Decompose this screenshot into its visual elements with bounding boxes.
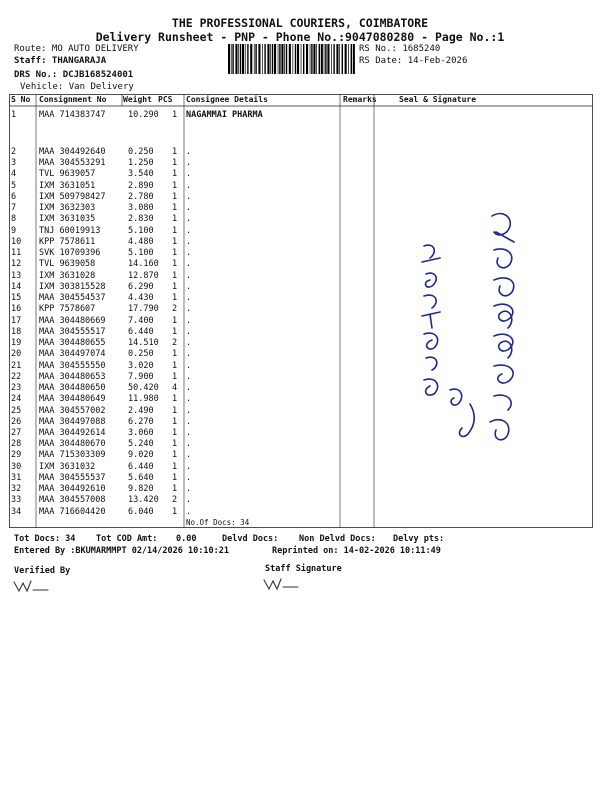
- row-weight: 6.270: [128, 416, 154, 427]
- row-weight: 5.100: [128, 248, 154, 259]
- table-row: [9, 192, 339, 202]
- row-consignee: .: [186, 405, 192, 416]
- table-row: [9, 147, 339, 157]
- rs-number: RS No.: 1685240: [359, 44, 441, 54]
- row-pcs: 1: [172, 248, 178, 259]
- row-pcs: 1: [172, 315, 178, 326]
- barcode-bar: [310, 44, 311, 74]
- row-pcs: 1: [172, 110, 178, 120]
- row-sno: 17: [11, 315, 22, 326]
- barcode-bar: [345, 44, 347, 74]
- barcode-bar: [284, 44, 285, 74]
- row-consignee: .: [186, 428, 192, 438]
- barcode-bar: [274, 44, 276, 74]
- row-sno: 3: [11, 158, 17, 169]
- row-consignment: MAA 304480655: [39, 338, 106, 349]
- table-row: [9, 383, 339, 393]
- barcode-bar: [303, 44, 304, 74]
- barcode-bar: [272, 44, 273, 74]
- row-pcs: 1: [172, 281, 178, 292]
- table-row: [9, 271, 339, 281]
- row-pcs: 2: [172, 495, 178, 506]
- row-pcs: 1: [172, 349, 178, 360]
- table-row: [9, 226, 339, 236]
- row-weight: 5.240: [128, 439, 154, 450]
- barcode-bar: [327, 44, 329, 74]
- table-row: [9, 338, 339, 348]
- table-row: [9, 439, 339, 449]
- col-sno: S No: [11, 95, 31, 104]
- row-consignee: .: [186, 416, 192, 427]
- row-pcs: 1: [172, 270, 178, 281]
- row-sno: 8: [11, 214, 17, 225]
- barcode-bar: [353, 44, 355, 74]
- row-consignee: .: [186, 158, 192, 169]
- barcode-bar: [295, 44, 296, 74]
- barcode-bar: [250, 44, 252, 74]
- barcode-bar: [231, 44, 232, 74]
- barcode-bar: [247, 44, 248, 74]
- table-row: [9, 316, 339, 326]
- row-consignment: IXM 303815528: [39, 281, 106, 292]
- col-seal-signature: Seal & Signature: [399, 95, 477, 104]
- row-consignment: IXM 3631028: [39, 270, 96, 281]
- row-sno: 25: [11, 405, 22, 416]
- barcode-bar: [255, 44, 256, 74]
- row-pcs: 1: [172, 158, 178, 169]
- row-weight: 5.640: [128, 472, 154, 483]
- handwritten-signature: [410, 208, 540, 458]
- barcode-bar: [262, 44, 263, 74]
- row-consignee: .: [186, 439, 192, 450]
- row-consignee: .: [186, 203, 192, 214]
- company-title: THE PROFESSIONAL COURIERS, COIMBATORE: [171, 16, 429, 30]
- verified-by-signature: [12, 578, 52, 594]
- row-consignee: .: [186, 360, 192, 371]
- staff-signature: [262, 576, 302, 592]
- row-consignee: .: [186, 506, 192, 517]
- table-row: [9, 484, 339, 494]
- row-pcs: 1: [172, 461, 178, 472]
- route-label: Route: MO AUTO DELIVERY: [14, 44, 139, 54]
- row-weight: 0.250: [128, 349, 154, 360]
- barcode-bar: [325, 44, 326, 74]
- row-sno: 4: [11, 169, 17, 180]
- row-consignment: MAA 714383747: [39, 110, 106, 120]
- row-sno: 32: [11, 484, 22, 495]
- row-consignment: KPP 7578607: [39, 304, 96, 315]
- total-cod-value: 0.00: [176, 534, 197, 544]
- row-consignee: .: [186, 371, 192, 382]
- total-docs: Tot Docs: 34: [14, 534, 76, 544]
- staff-label: Staff: THANGARAJA: [14, 56, 107, 66]
- row-weight: 17.790: [128, 304, 159, 315]
- row-consignee: .: [186, 304, 192, 315]
- row-sno: 16: [11, 304, 22, 315]
- row-weight: 2.830: [128, 214, 154, 225]
- barcode-bar: [279, 44, 280, 74]
- row-consignment: MAA 716604420: [39, 506, 106, 517]
- row-sno: 9: [11, 225, 17, 236]
- row-sno: 13: [11, 270, 22, 281]
- barcode-image: [228, 44, 356, 74]
- row-consignment: MAA 304492610: [39, 484, 106, 495]
- row-weight: 9.020: [128, 450, 154, 461]
- barcode-bar: [242, 44, 244, 74]
- row-sno: 7: [11, 203, 17, 214]
- row-consignee: NAGAMMAI PHARMA: [186, 110, 263, 120]
- row-pcs: 1: [172, 214, 178, 225]
- row-consignee: .: [186, 225, 192, 236]
- row-sno: 18: [11, 326, 22, 337]
- row-sno: 29: [11, 450, 22, 461]
- runsheet-subtitle: Delivery Runsheet - PNP - Phone No.:9047080280 - Page No.:1: [95, 30, 505, 44]
- row-weight: 12.870: [128, 270, 159, 281]
- table-row: [9, 428, 339, 438]
- barcode-bar: [321, 44, 323, 74]
- row-weight: 3.060: [128, 428, 154, 438]
- row-pcs: 1: [172, 405, 178, 416]
- reprinted-on: Reprinted on: 14-02-2026 10:11:49: [272, 546, 441, 556]
- row-sno: 30: [11, 461, 22, 472]
- row-weight: 2.890: [128, 180, 154, 191]
- row-weight: 9.820: [128, 484, 154, 495]
- row-consignment: TVL 9639057: [39, 169, 96, 180]
- verified-by-label: Verified By: [14, 566, 71, 576]
- col-pcs: PCS: [158, 95, 173, 104]
- row-weight: 4.480: [128, 236, 154, 247]
- row-sno: 6: [11, 191, 17, 202]
- row-consignment: TVL 9639058: [39, 259, 96, 270]
- row-pcs: 1: [172, 360, 178, 371]
- row-consignee: .: [186, 180, 192, 191]
- row-sno: 10: [11, 236, 22, 247]
- row-weight: 3.080: [128, 203, 154, 214]
- row-consignment: MAA 304554537: [39, 293, 106, 304]
- row-consignment: MAA 304480670: [39, 439, 106, 450]
- row-weight: 13.420: [128, 495, 159, 506]
- row-consignment: MAA 304492640: [39, 147, 106, 157]
- table-row: [9, 282, 339, 292]
- barcode-bar: [342, 44, 343, 74]
- barcode-bar: [293, 44, 294, 74]
- table-row: [9, 495, 339, 505]
- row-consignee: .: [186, 248, 192, 259]
- row-pcs: 1: [172, 484, 178, 495]
- row-weight: 6.040: [128, 506, 154, 517]
- row-consignment: MAA 304555517: [39, 326, 106, 337]
- row-pcs: 1: [172, 428, 178, 438]
- row-consignment: TNJ 60019913: [39, 225, 101, 236]
- row-pcs: 1: [172, 236, 178, 247]
- table-row: [9, 248, 339, 258]
- barcode-bar: [348, 44, 349, 74]
- row-weight: 10.290: [128, 110, 159, 120]
- barcode-bar: [264, 44, 265, 74]
- row-consignment: MAA 304557008: [39, 495, 106, 506]
- row-pcs: 2: [172, 304, 178, 315]
- barcode-bar: [286, 44, 287, 74]
- row-consignee: .: [186, 472, 192, 483]
- row-sno: 23: [11, 383, 22, 394]
- barcode-bar: [324, 44, 325, 74]
- delivery-points: Delvy pts:: [393, 534, 445, 544]
- row-weight: 7.400: [128, 315, 154, 326]
- barcode-bar: [331, 44, 332, 74]
- row-sno: 33: [11, 495, 22, 506]
- row-consignment: MAA 304553291: [39, 158, 106, 169]
- row-sno: 2: [11, 147, 17, 157]
- row-consignment: MAA 715303309: [39, 450, 106, 461]
- barcode-bar: [278, 44, 279, 74]
- table-row: [9, 473, 339, 483]
- barcode-bar: [319, 44, 320, 74]
- table-row: [9, 372, 339, 382]
- row-weight: 4.430: [128, 293, 154, 304]
- table-row: [9, 110, 339, 120]
- row-weight: 3.020: [128, 360, 154, 371]
- row-sno: 27: [11, 428, 22, 438]
- table-row: [9, 417, 339, 427]
- vehicle-label: Vehicle: Van Delivery: [20, 82, 134, 92]
- row-consignment: MAA 304497074: [39, 349, 106, 360]
- row-consignee: .: [186, 484, 192, 495]
- row-sno: 34: [11, 506, 22, 517]
- row-consignee: .: [186, 281, 192, 292]
- row-consignment: MAA 304555537: [39, 472, 106, 483]
- row-consignee: .: [186, 191, 192, 202]
- barcode-bar: [258, 44, 260, 74]
- barcode-bar: [297, 44, 299, 74]
- row-consignment: MAA 304492614: [39, 428, 106, 438]
- row-consignee: .: [186, 214, 192, 225]
- barcode-bar: [267, 44, 269, 74]
- row-pcs: 1: [172, 394, 178, 405]
- row-consignment: IXM 3631032: [39, 461, 96, 472]
- table-row: [9, 450, 339, 460]
- table-row: [9, 259, 339, 269]
- row-weight: 3.540: [128, 169, 154, 180]
- row-consignee: .: [186, 326, 192, 337]
- row-consignment: MAA 304557002: [39, 405, 106, 416]
- barcode-bar: [235, 44, 237, 74]
- delivered-docs: Delvd Docs:: [222, 534, 279, 544]
- barcode-bar: [333, 44, 334, 74]
- row-weight: 11.980: [128, 394, 159, 405]
- row-consignee: .: [186, 293, 192, 304]
- row-pcs: 1: [172, 293, 178, 304]
- row-pcs: 4: [172, 383, 178, 394]
- col-remarks: Remarks: [343, 95, 377, 104]
- barcode-bar: [254, 44, 255, 74]
- row-consignment: MAA 304480649: [39, 394, 106, 405]
- table-row: [9, 214, 339, 224]
- non-delivered-docs: Non Delvd Docs:: [299, 534, 376, 544]
- row-pcs: 1: [172, 191, 178, 202]
- row-sno: 14: [11, 281, 22, 292]
- row-consignee: .: [186, 495, 192, 506]
- row-consignee: .: [186, 383, 192, 394]
- row-weight: 6.440: [128, 326, 154, 337]
- table-row: [9, 507, 339, 517]
- table-row: [9, 349, 339, 359]
- row-weight: 2.490: [128, 405, 154, 416]
- row-weight: 7.900: [128, 371, 154, 382]
- barcode-bar: [232, 44, 233, 74]
- barcode-bar: [281, 44, 283, 74]
- row-consignment: IXM 3632303: [39, 203, 96, 214]
- row-consignee: .: [186, 270, 192, 281]
- table-row: [9, 203, 339, 213]
- row-sno: 1: [11, 110, 17, 120]
- barcode-bar: [270, 44, 271, 74]
- row-sno: 15: [11, 293, 22, 304]
- col-weight: Weight: [123, 95, 152, 104]
- row-consignee: .: [186, 147, 192, 157]
- barcode-bar: [228, 44, 230, 74]
- row-sno: 28: [11, 439, 22, 450]
- row-weight: 50.420: [128, 383, 159, 394]
- row-sno: 26: [11, 416, 22, 427]
- barcode-bar: [336, 44, 338, 74]
- row-sno: 22: [11, 371, 22, 382]
- table-row: [9, 293, 339, 303]
- table-row: [9, 361, 339, 371]
- barcode-bar: [240, 44, 241, 74]
- barcode-bar: [238, 44, 239, 74]
- barcode-bar: [316, 44, 317, 74]
- row-consignment: IXM 3631051: [39, 180, 96, 191]
- col-consignment: Consignment No: [39, 95, 107, 104]
- row-sno: 31: [11, 472, 22, 483]
- row-pcs: 1: [172, 416, 178, 427]
- barcode-bar: [306, 44, 308, 74]
- no-of-docs: No.Of Docs: 34: [186, 518, 250, 527]
- row-weight: 2.780: [128, 191, 154, 202]
- col-consignee: Consignee Details: [186, 95, 268, 104]
- row-weight: 5.100: [128, 225, 154, 236]
- barcode-bar: [301, 44, 302, 74]
- row-pcs: 1: [172, 371, 178, 382]
- barcode-bar: [339, 44, 340, 74]
- row-sno: 12: [11, 259, 22, 270]
- row-weight: 1.250: [128, 158, 154, 169]
- row-consignment: KPP 7578611: [39, 236, 96, 247]
- row-consignee: .: [186, 461, 192, 472]
- table-row: [9, 394, 339, 404]
- row-consignment: IXM 509798427: [39, 191, 106, 202]
- row-pcs: 1: [172, 439, 178, 450]
- row-consignment: MAA 304555550: [39, 360, 106, 371]
- row-consignee: .: [186, 338, 192, 349]
- row-weight: 14.510: [128, 338, 159, 349]
- table-row: [9, 158, 339, 168]
- barcode-bar: [289, 44, 291, 74]
- row-pcs: 1: [172, 147, 178, 157]
- row-consignee: .: [186, 169, 192, 180]
- row-sno: 20: [11, 349, 22, 360]
- barcode-bar: [351, 44, 352, 74]
- row-consignment: MAA 304497088: [39, 416, 106, 427]
- barcode-bar: [311, 44, 312, 74]
- row-pcs: 1: [172, 472, 178, 483]
- row-pcs: 1: [172, 180, 178, 191]
- row-pcs: 1: [172, 259, 178, 270]
- row-pcs: 1: [172, 506, 178, 517]
- row-pcs: 2: [172, 338, 178, 349]
- row-weight: 14.160: [128, 259, 159, 270]
- table-row: [9, 181, 339, 191]
- row-consignee: .: [186, 450, 192, 461]
- table-row: [9, 327, 339, 337]
- row-pcs: 1: [172, 225, 178, 236]
- row-consignment: IXM 3631035: [39, 214, 96, 225]
- staff-signature-label: Staff Signature: [265, 564, 342, 574]
- row-consignee: .: [186, 315, 192, 326]
- row-weight: 0.250: [128, 147, 154, 157]
- table-row: [9, 304, 339, 314]
- table-row: [9, 406, 339, 416]
- row-sno: 19: [11, 338, 22, 349]
- table-row: [9, 462, 339, 472]
- row-consignee: .: [186, 349, 192, 360]
- row-consignment: MAA 304480653: [39, 371, 106, 382]
- barcode-bar: [313, 44, 315, 74]
- table-row: [9, 169, 339, 179]
- row-pcs: 1: [172, 326, 178, 337]
- drs-number: DRS No.: DCJB168524001: [14, 70, 134, 80]
- row-consignment: MAA 304480669: [39, 315, 106, 326]
- row-sno: 5: [11, 180, 17, 191]
- row-consignment: MAA 304480650: [39, 383, 106, 394]
- entered-by: Entered By :BKUMARMMPT 02/14/2026 10:10:21: [14, 546, 229, 556]
- row-pcs: 1: [172, 450, 178, 461]
- row-consignee: .: [186, 394, 192, 405]
- row-pcs: 1: [172, 169, 178, 180]
- row-weight: 6.440: [128, 461, 154, 472]
- total-cod-label: Tot COD Amt:: [96, 534, 158, 544]
- row-consignment: SVK 10709396: [39, 248, 101, 259]
- barcode-bar: [245, 44, 246, 74]
- rs-date: RS Date: 14-Feb-2026: [359, 56, 468, 66]
- row-sno: 11: [11, 248, 22, 259]
- table-row: [9, 237, 339, 247]
- row-consignee: .: [186, 236, 192, 247]
- row-sno: 24: [11, 394, 22, 405]
- row-weight: 6.290: [128, 281, 154, 292]
- row-pcs: 1: [172, 203, 178, 214]
- row-consignee: .: [186, 259, 192, 270]
- row-sno: 21: [11, 360, 22, 371]
